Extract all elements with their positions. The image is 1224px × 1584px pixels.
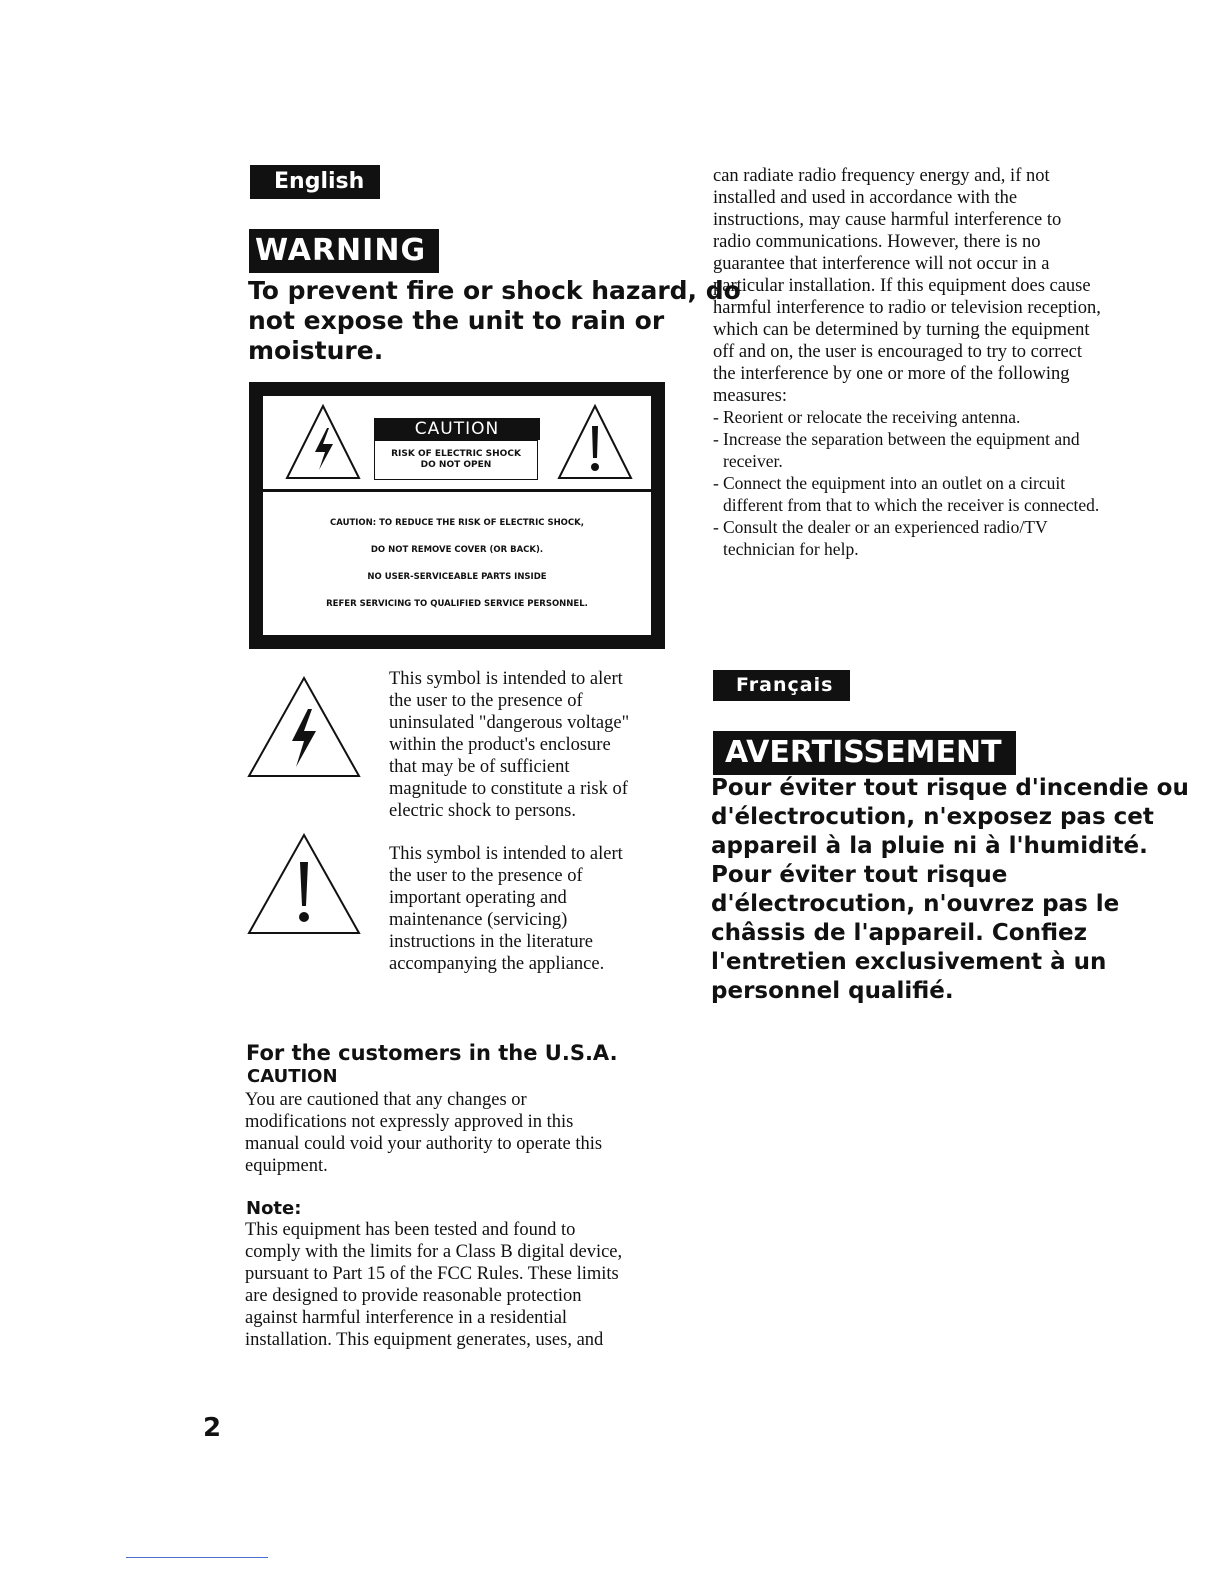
warning-heading-line: appareil à la pluie ni à l'humidité. [711, 833, 1148, 859]
text-line: pursuant to Part 15 of the FCC Rules. These limits [245, 1264, 619, 1284]
avertissement-tag: AVERTISSEMENT [713, 731, 1016, 775]
warning-heading-line: châssis de l'appareil. Confiez [711, 920, 1087, 946]
text-line: particular installation. If this equipment does cause [713, 276, 1091, 296]
exclamation-warning-icon [555, 402, 635, 482]
warning-tag: WARNING [249, 229, 439, 273]
english-language-tag: English [250, 165, 380, 199]
text-line: manual could void your authority to operate this [245, 1134, 603, 1154]
french-language-tag: Français [713, 670, 850, 701]
caution-title: CAUTION [374, 418, 540, 440]
text-line: You are cautioned that any changes or [245, 1090, 527, 1110]
warning-heading-line: d'électrocution, n'ouvrez pas le [711, 891, 1120, 917]
caution-line: NO USER-SERVICEABLE PARTS INSIDE [367, 572, 547, 582]
caution-subtitle-line: RISK OF ELECTRIC SHOCK [391, 449, 521, 459]
usa-heading: For the customers in the U.S.A. [246, 1041, 618, 1065]
text-line: This symbol is intended to alert [389, 844, 623, 864]
text-line: important operating and [389, 888, 567, 908]
exclamation-symbol-description [389, 843, 623, 975]
warning-heading-line: not expose the unit to rain or [248, 306, 665, 335]
text-line: This equipment has been tested and found to [245, 1220, 576, 1240]
warning-heading-line: moisture. [248, 336, 384, 365]
lightning-symbol-icon [246, 675, 362, 779]
list-item: - Connect the equipment into an outlet on a circuit [713, 473, 1066, 493]
text-line: the user to the presence of [389, 691, 583, 711]
text-line: instructions in the literature [389, 932, 593, 952]
text-line: measures: [713, 386, 787, 406]
list-item-continued: technician for help. [723, 539, 859, 559]
text-line: that may be of sufficient [389, 757, 570, 777]
text-line: guarantee that interference will not occur in a [713, 254, 1050, 274]
note-label: Note: [246, 1198, 302, 1219]
text-line: modifications not expressly approved in this [245, 1112, 574, 1132]
text-line: instructions, may cause harmful interference to [713, 210, 1062, 230]
text-line: magnitude to constitute a risk of [389, 779, 628, 799]
text-line: installation. This equipment generates, uses, and [245, 1330, 604, 1350]
text-line: can radiate radio frequency energy and, if not [713, 166, 1050, 186]
fcc-continued-text [713, 165, 1101, 407]
warning-heading [248, 276, 741, 366]
text-line: against harmful interference in a residential [245, 1308, 568, 1328]
caution-label-top [263, 396, 651, 489]
caution-line: REFER SERVICING TO QUALIFIED SERVICE PERSONNEL. [326, 599, 588, 609]
text-line: uninsulated "dangerous voltage" [389, 713, 630, 733]
warning-heading-line: personnel qualifié. [711, 978, 954, 1004]
caution-subtitle [374, 440, 538, 480]
text-line: are designed to provide reasonable protection [245, 1286, 582, 1306]
exclamation-symbol-icon [246, 832, 362, 936]
warning-heading-line: To prevent fire or shock hazard, do [248, 276, 741, 305]
caution-label [249, 382, 665, 649]
list-item-continued: different from that to which the receiver is connected. [723, 495, 1100, 515]
text-line: maintenance (servicing) [389, 910, 568, 930]
text-line: comply with the limits for a Class B digital device, [245, 1242, 623, 1262]
caution-subtitle-line: DO NOT OPEN [420, 460, 492, 470]
caution-line: CAUTION: TO REDUCE THE RISK OF ELECTRIC SHOCK, [330, 518, 584, 528]
page-number: 2 [203, 1413, 222, 1443]
text-line: harmful interference to radio or television reception, [713, 298, 1101, 318]
lightning-symbol-description [389, 668, 629, 822]
usa-caution-label: CAUTION [247, 1066, 338, 1087]
avertissement-heading [711, 774, 1189, 1006]
warning-heading-line: Pour éviter tout risque d'incendie ou [711, 775, 1189, 801]
caution-label-bottom [263, 492, 651, 635]
list-item: - Consult the dealer or an experienced radio/TV [713, 517, 1048, 537]
list-item: - Reorient or relocate the receiving antenna. [713, 407, 1021, 427]
warning-heading-line: Pour éviter tout risque [711, 862, 1008, 888]
text-line: the interference by one or more of the following [713, 364, 1070, 384]
text-line: equipment. [245, 1156, 328, 1176]
text-line: which can be determined by turning the equipment [713, 320, 1090, 340]
text-line: accompanying the appliance. [389, 954, 605, 974]
note-text [245, 1219, 622, 1351]
warning-heading-line: d'électrocution, n'exposez pas cet [711, 804, 1154, 830]
text-line: off and on, the user is encouraged to try to correct [713, 342, 1083, 362]
list-item: - Increase the separation between the equipment and [713, 429, 1080, 449]
warning-heading-line: l'entretien exclusivement à un [711, 949, 1107, 975]
text-line: installed and used in accordance with the [713, 188, 1018, 208]
text-line: radio communications. However, there is no [713, 232, 1041, 252]
footer-divider [126, 1557, 268, 1558]
list-item-continued: receiver. [723, 451, 783, 471]
text-line: the user to the presence of [389, 866, 583, 886]
usa-caution-text [245, 1089, 602, 1177]
text-line: electric shock to persons. [389, 801, 576, 821]
measures-list [713, 406, 1099, 560]
text-line: This symbol is intended to alert [389, 669, 623, 689]
caution-line: DO NOT REMOVE COVER (OR BACK). [370, 545, 544, 555]
lightning-warning-icon [283, 402, 363, 482]
text-line: within the product's enclosure [389, 735, 611, 755]
